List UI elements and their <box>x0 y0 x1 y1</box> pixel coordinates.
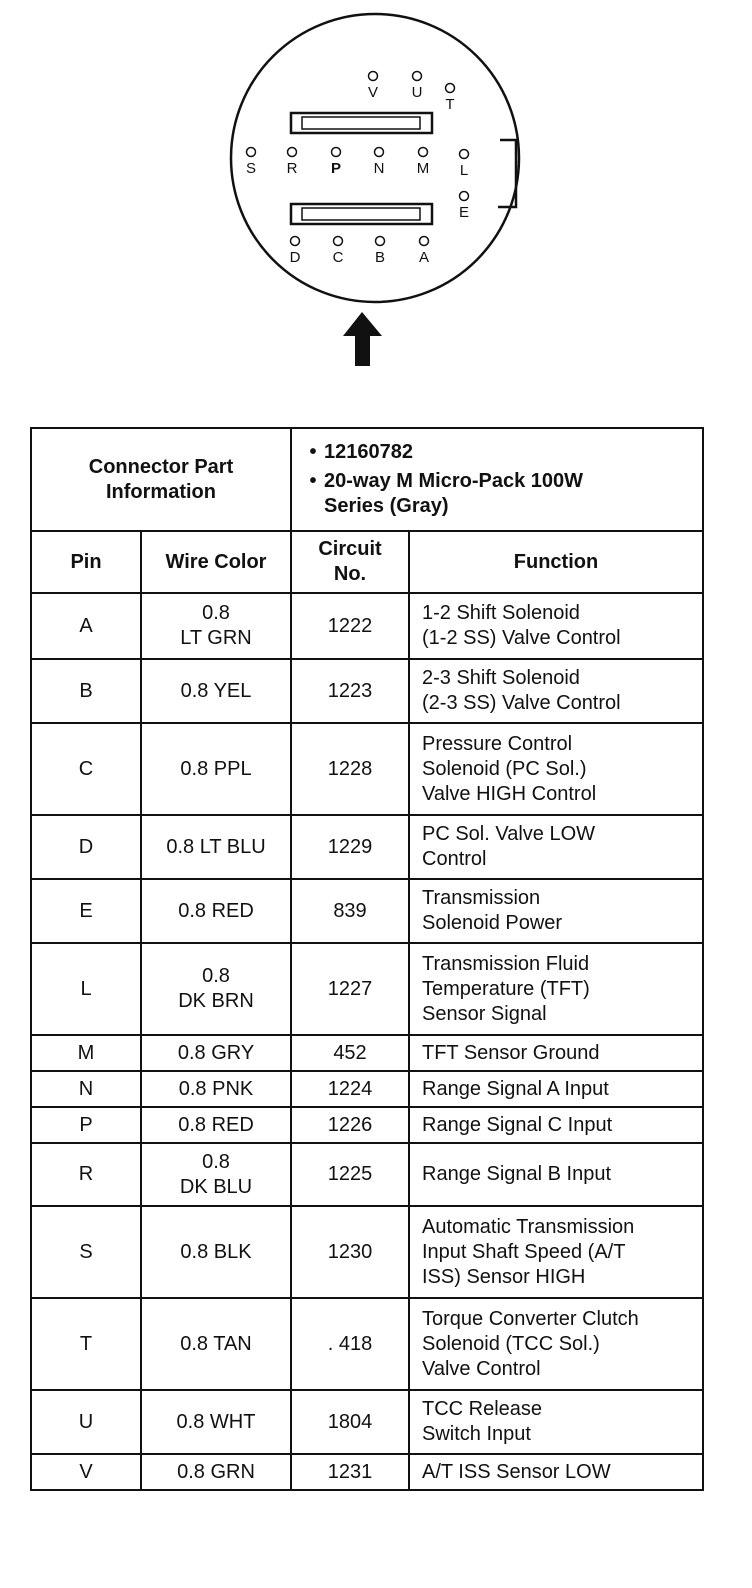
cell-pin: N <box>31 1071 141 1107</box>
pin-label-l: L <box>459 162 469 179</box>
pin-cavity-b <box>375 237 385 267</box>
table-row <box>31 593 703 659</box>
part-info-item: • 20-way M Micro-Pack 100W Series (Gray) <box>309 470 583 517</box>
pin-label-d: D <box>289 249 301 266</box>
cell-function: 1-2 Shift Solenoid (1-2 SS) Valve Control <box>409 593 703 659</box>
cell-pin: A <box>31 593 141 659</box>
cell-pin: S <box>31 1206 141 1298</box>
cell-pin: M <box>31 1035 141 1071</box>
cell-function: Pressure Control Solenoid (PC Sol.) Valve HIGH Control <box>409 723 703 815</box>
cell-function: Range Signal A Input <box>409 1071 703 1107</box>
pin-label-e: E <box>458 204 470 221</box>
connector-part-info-label: Connector Part Information <box>31 428 291 531</box>
table-row <box>31 1071 703 1107</box>
cell-pin: B <box>31 659 141 723</box>
cell-circuit: 1225 <box>291 1143 409 1206</box>
table-row <box>31 1454 703 1490</box>
connector-description: 20-way M Micro-Pack 100W Series (Gray) <box>324 470 583 517</box>
pin-cavity-v <box>368 72 378 102</box>
cell-wire-color: 0.8 PPL <box>141 723 291 815</box>
table-row <box>31 1143 703 1206</box>
cell-pin: D <box>31 815 141 879</box>
pin-cavity-t <box>445 84 454 114</box>
table-row <box>31 943 703 1035</box>
cell-wire-color: 0.8 LT BLU <box>141 815 291 879</box>
cell-pin: U <box>31 1390 141 1454</box>
connector-face-diagram <box>0 0 752 380</box>
pin-label-n: N <box>373 160 385 177</box>
cell-circuit: 839 <box>291 879 409 943</box>
cell-function: Transmission Solenoid Power <box>409 879 703 943</box>
cell-pin: T <box>31 1298 141 1390</box>
cell-function: Automatic Transmission Input Shaft Speed (A/T ISS) Sensor HIGH <box>409 1206 703 1298</box>
pin-cavity-p <box>331 148 341 178</box>
upper-terminal-slot <box>291 113 432 133</box>
cell-wire-color: 0.8 PNK <box>141 1071 291 1107</box>
pin-cavity-n <box>374 148 385 178</box>
cell-circuit: 1226 <box>291 1107 409 1143</box>
pin-cavity-c <box>333 237 344 267</box>
cell-wire-color: 0.8 TAN <box>141 1298 291 1390</box>
connector-part-info-list <box>291 428 703 531</box>
pin-cavity-d <box>290 237 301 267</box>
cell-circuit: 1222 <box>291 593 409 659</box>
cell-wire-color: 0.8 DK BLU <box>141 1143 291 1206</box>
table-row <box>31 1035 703 1071</box>
cell-wire-color: 0.8 GRN <box>141 1454 291 1490</box>
pin-cavity-m <box>417 148 430 178</box>
cell-pin: L <box>31 943 141 1035</box>
table-row <box>31 659 703 723</box>
pin-label-c: C <box>332 249 344 266</box>
table-row <box>31 1107 703 1143</box>
view-direction-arrow-icon <box>343 312 382 366</box>
pin-label-p: P <box>330 160 342 177</box>
cell-wire-color: 0.8 RED <box>141 879 291 943</box>
header-function: Function <box>409 531 703 593</box>
table-row <box>31 815 703 879</box>
cell-pin: V <box>31 1454 141 1490</box>
pin-label-a: A <box>418 249 430 266</box>
table-row <box>31 879 703 943</box>
cell-function: Range Signal B Input <box>409 1143 703 1206</box>
pin-cavity-u <box>412 72 423 102</box>
part-number: 12160782 <box>324 441 413 463</box>
cell-function: TCC Release Switch Input <box>409 1390 703 1454</box>
cell-wire-color: 0.8 DK BRN <box>141 943 291 1035</box>
pin-cavity-s <box>246 148 256 178</box>
part-info-item: • 12160782 <box>309 441 413 463</box>
cell-function: Torque Converter Clutch Solenoid (TCC Sol.) Valve Control <box>409 1298 703 1390</box>
table-row <box>31 1390 703 1454</box>
cell-pin: C <box>31 723 141 815</box>
cell-circuit: 1223 <box>291 659 409 723</box>
cell-function: Range Signal C Input <box>409 1107 703 1143</box>
cell-function: TFT Sensor Ground <box>409 1035 703 1071</box>
pin-cavity-e <box>459 192 469 222</box>
cell-circuit: 1231 <box>291 1454 409 1490</box>
cell-circuit: 1228 <box>291 723 409 815</box>
table-row <box>31 1206 703 1298</box>
cell-pin: E <box>31 879 141 943</box>
pin-label-t: T <box>445 96 455 113</box>
cell-function: PC Sol. Valve LOW Control <box>409 815 703 879</box>
cell-circuit: 1227 <box>291 943 409 1035</box>
pin-cavity-r <box>287 148 298 178</box>
pin-cavity-l <box>460 150 469 180</box>
pin-label-r: R <box>286 160 298 177</box>
header-pin: Pin <box>31 531 141 593</box>
cell-circuit: . 418 <box>291 1298 409 1390</box>
table-header-row <box>31 531 703 593</box>
cell-wire-color: 0.8 RED <box>141 1107 291 1143</box>
cell-function: Transmission Fluid Temperature (TFT) Sensor Signal <box>409 943 703 1035</box>
cell-circuit: 1229 <box>291 815 409 879</box>
header-circuit-no: Circuit No. <box>291 531 409 593</box>
pin-label-v: V <box>367 84 379 101</box>
table-row <box>31 1298 703 1390</box>
table-row <box>31 723 703 815</box>
cell-wire-color: 0.8 BLK <box>141 1206 291 1298</box>
cell-wire-color: 0.8 LT GRN <box>141 593 291 659</box>
cell-wire-color: 0.8 GRY <box>141 1035 291 1071</box>
pin-label-s: S <box>245 160 257 177</box>
cell-circuit: 1804 <box>291 1390 409 1454</box>
header-wire-color: Wire Color <box>141 531 291 593</box>
cell-wire-color: 0.8 YEL <box>141 659 291 723</box>
lower-terminal-slot <box>291 204 432 224</box>
cell-circuit: 452 <box>291 1035 409 1071</box>
cell-wire-color: 0.8 WHT <box>141 1390 291 1454</box>
pin-label-u: U <box>411 84 423 101</box>
cell-circuit: 1224 <box>291 1071 409 1107</box>
cell-pin: P <box>31 1107 141 1143</box>
pin-cavity-a <box>419 237 429 267</box>
connector-part-info-row <box>31 428 703 531</box>
pin-label-m: M <box>416 160 430 177</box>
cell-function: 2-3 Shift Solenoid (2-3 SS) Valve Control <box>409 659 703 723</box>
cell-pin: R <box>31 1143 141 1206</box>
cell-function: A/T ISS Sensor LOW <box>409 1454 703 1490</box>
connector-pinout-table <box>30 427 704 1491</box>
cell-circuit: 1230 <box>291 1206 409 1298</box>
pin-label-b: B <box>374 249 386 266</box>
